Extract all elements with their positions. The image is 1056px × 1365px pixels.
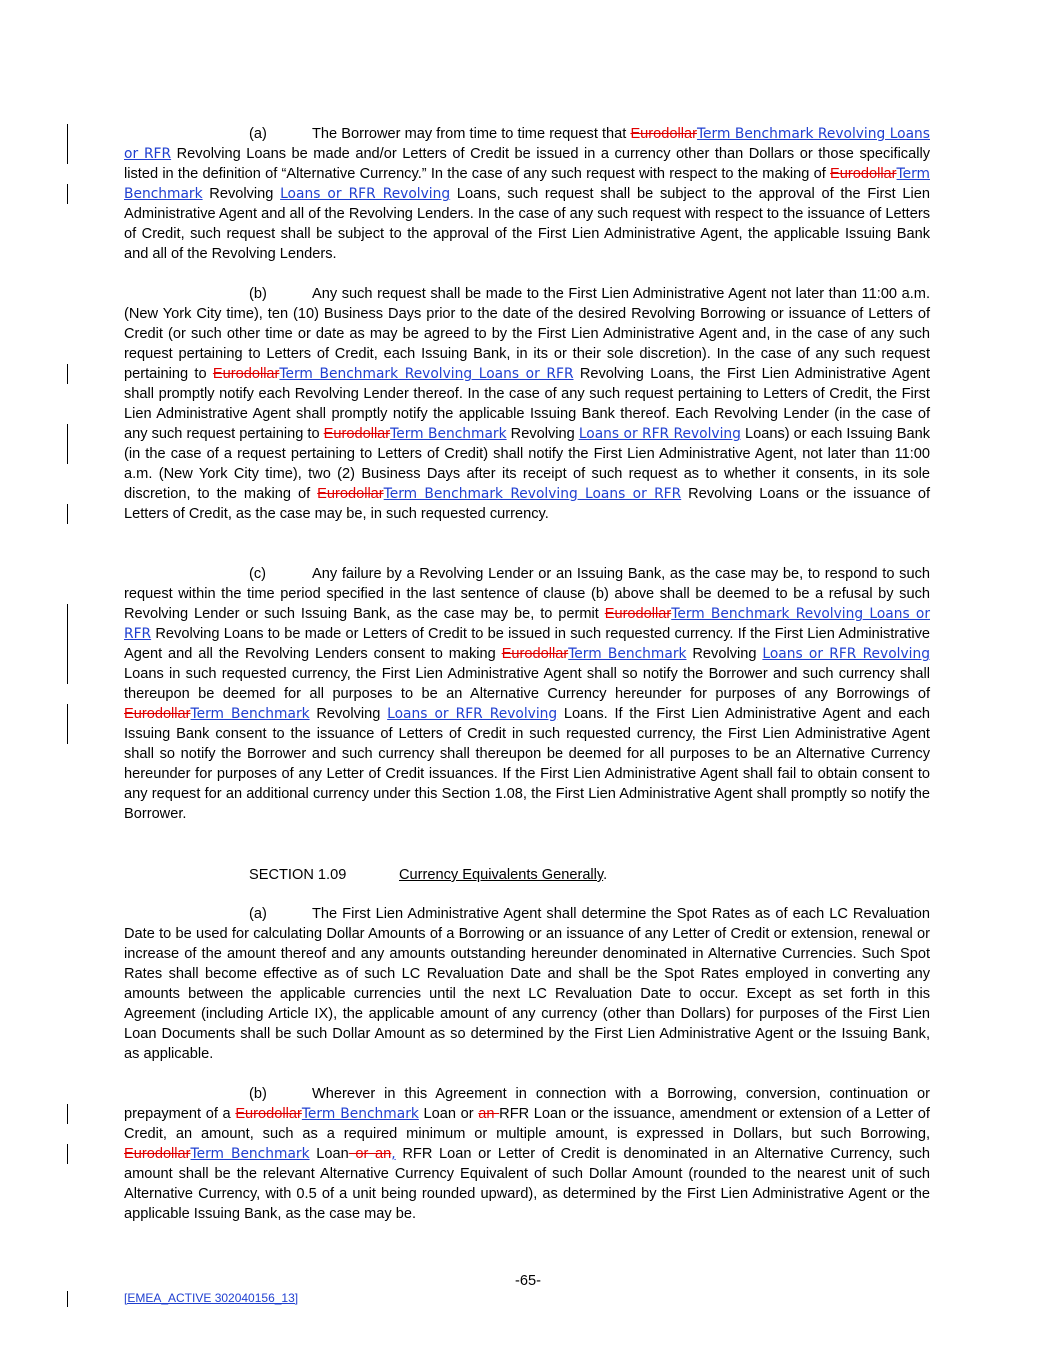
paragraph-a-section-1-08	[124, 124, 930, 264]
text: Loans, such request shall be subject to the approval of the First Lien Administrative Agent and all of the Revolving Lenders. In the case of any such request with respect to the issuance of Letters of Credit, such request shall be subject to the approval of the First Lien Administrative Agent, the applicable Issuing Bank and all of the Revolving Lenders.	[124, 186, 931, 262]
paragraph-label: (b)	[249, 1086, 267, 1102]
inserted-text: Loans or RFR Revolving	[762, 646, 930, 662]
change-bar	[67, 1144, 68, 1164]
change-bar	[67, 184, 68, 204]
change-bar	[67, 1291, 68, 1307]
text: Revolving Loans or the issuance of Letters of Credit, as the case may be, in such requested currency.	[124, 486, 930, 522]
change-bar	[67, 504, 68, 524]
paragraph-b-section-1-08	[124, 284, 930, 524]
deleted-text: Eurodollar	[501, 646, 569, 662]
inserted-text: Term Benchmark	[190, 706, 310, 722]
paragraph-b-section-1-09	[124, 1084, 930, 1224]
deleted-text: Eurodollar	[212, 366, 280, 382]
text: The Borrower may from time to time request that	[312, 126, 631, 142]
change-bar	[67, 364, 68, 384]
text: RFR Loan or the issuance, amendment or extension of a Letter of Credit, an amount, such as a required minimum or multiple amount, is expressed in Dollars, but such Borrowing,	[124, 1106, 930, 1142]
deleted-text: Eurodollar	[124, 1146, 191, 1162]
paragraph-c-section-1-08	[124, 564, 930, 824]
section-title-period: .	[603, 867, 608, 883]
change-bar	[67, 644, 68, 684]
text: Revolving	[309, 706, 388, 722]
inserted-text: Term Benchmark	[390, 426, 507, 442]
change-bar	[67, 1104, 68, 1124]
text: Loans in such requested currency, the First Lien Administrative Agent shall so notify the Borrower and such currency shall thereupon be deemed for all purposes to be an Alternative Currency hereunder for purposes of any Borrowings of	[124, 666, 930, 702]
change-bar	[67, 604, 68, 644]
text: Revolving Loans, the First Lien Administrative Agent shall promptly notify each Revolving Lender thereof. In the case of any such request pertaining to Letters of Credit, the First Lien Administrative Agent shall promptly notify the applicable Issuing Bank thereof. Each Revolving Lender (in the case of any such request pertaining to	[124, 366, 930, 442]
text: The First Lien Administrative Agent shall determine the Spot Rates as of each LC Revaluation Date to be used for calculating Dollar Amounts of a Borrowing or an issuance of any Letter of Credit or extension, renewal or increase of the amount thereof and any amounts outstanding hereunder denominated in Alternative Currencies. Such Spot Rates shall become effective as of such LC Revaluation Date and shall be the Spot Rates employed in converting any amounts between the applicable currencies until the next LC Revaluation Date to occur. Except as set forth in this Agreement (including Article IX), the applicable amount of any currency (other than Dollars) for purposes of the First Lien Loan Documents shall be such Dollar Amount as so determined by the First Lien Administrative Agent or the Issuing Bank, as applicable.	[124, 906, 930, 1062]
text: Any failure by a Revolving Lender or an Issuing Bank, as the case may be, to respond to such request within the time period specified in the last sentence of clause (b) above shall be deemed to be a refusal by such Revolving Lender or such Issuing Bank, as the case may be, to permit	[124, 566, 930, 622]
deleted-text: Eurodollar	[323, 426, 391, 442]
text: Any such request shall be made to the First Lien Administrative Agent not later than 11:00 a.m. (New York City time), ten (10) Business Days prior to the date of the desired Revolving Borrowing or issuance of Letters of Credit (or such other time or date as may be agreed to by the First Lien Administrative Agent and, in the case of any such request pertaining to Letters of Credit, each Issuing Bank, in its or their sole discretion). In the case of any such request pertaining to	[124, 286, 930, 382]
inserted-text: Term Benchmark Revolving Loans or RFR	[124, 606, 930, 642]
text: Revolving Loans to be made or Letters of Credit to be issued in such requested currency. If the First Lien Administrative Agent and all the Revolving Lenders consent to making	[124, 626, 930, 662]
inserted-text: Loans or RFR Revolving	[387, 706, 558, 722]
deleted-text: Eurodollar	[630, 126, 697, 142]
inserted-text: Term Benchmark	[190, 1146, 310, 1162]
text: Wherever in this Agreement in connection with a Borrowing, conversion, continuation or prepayment of a	[124, 1086, 930, 1122]
deleted-text: Eurodollar	[124, 706, 191, 722]
deleted-text: Eurodollar	[317, 486, 384, 502]
section-heading	[249, 865, 607, 885]
document-footer-id: [EMEA_ACTIVE 302040156_13]	[124, 1291, 299, 1305]
page-number: -65-	[515, 1273, 541, 1289]
inserted-text: Term Benchmark Revolving Loans or RFR	[279, 366, 574, 382]
deleted-text: Eurodollar	[830, 166, 897, 182]
deleted-text: Eurodollar	[604, 606, 672, 622]
text: Revolving	[202, 186, 281, 202]
text: Revolving	[686, 646, 763, 662]
inserted-text: Term Benchmark	[568, 646, 687, 662]
paragraph-a-section-1-09	[124, 904, 930, 1064]
deleted-text: or an	[348, 1146, 392, 1162]
deleted-text: an	[478, 1106, 500, 1122]
inserted-text: ,	[391, 1146, 396, 1162]
text: Revolving Loans be made and/or Letters of Credit be issued in a currency other than Dollars or those specifically listed in the definition of “Alternative Currency.” In the case of any such request with respect to the making of	[124, 146, 931, 182]
text: Loan or	[418, 1106, 479, 1122]
text: Loans. If the First Lien Administrative Agent and each Issuing Bank consent to the issuance of Letters of Credit in such requested currency, the First Lien Administrative Agent shall so notify the Borrower and such currency shall thereupon be deemed for all purposes to be an Alternative Currency hereunder for purposes of any Letter of Credit issuances. If the First Lien Administrative Agent shall fail to obtain consent to any request for an additional currency under this Section 1.08, the First Lien Administrative Agent shall promptly so notify the Borrower.	[124, 706, 930, 822]
paragraph-label: (a)	[249, 126, 267, 142]
section-title: Currency Equivalents Generally	[399, 867, 604, 883]
change-bar	[67, 704, 68, 744]
change-bar	[67, 124, 68, 164]
paragraph-label: (b)	[249, 286, 267, 302]
inserted-text: Loans or RFR Revolving	[578, 426, 741, 442]
inserted-text: Term Benchmark	[301, 1106, 419, 1122]
text: Loans) or each Issuing Bank (in the case of a request pertaining to Letters of Credit) shall notify the First Lien Administrative Agent, not later than 11:00 a.m. (New York City time), two (2) Business Days after its receipt of such request as to whether it consents, in its sole discretion, to the making of	[124, 426, 931, 502]
inserted-text: Term Benchmark Revolving Loans or RFR	[124, 126, 930, 162]
inserted-text: Term Benchmark Revolving Loans or RFR	[383, 486, 682, 502]
paragraph-label: (c)	[249, 566, 267, 582]
section-number: SECTION 1.09	[249, 867, 347, 883]
text: Loan	[309, 1146, 349, 1162]
inserted-text: Loans or RFR Revolving	[280, 186, 451, 202]
text: Revolving	[506, 426, 579, 442]
text: RFR Loan or Letter of Credit is denominated in an Alternative Currency, such amount shall be the relevant Alternative Currency Equivalent of such Dollar Amount (rounded to the nearest unit of such Alternative Currency, with 0.5 of a unit being rounded upward), as determined by the First Lien Administrative Agent or the applicable Issuing Bank, as the case may be.	[124, 1146, 930, 1222]
deleted-text: Eurodollar	[235, 1106, 302, 1122]
change-bar	[67, 424, 68, 464]
inserted-text: Term Benchmark	[124, 166, 930, 202]
paragraph-label: (a)	[249, 906, 267, 922]
